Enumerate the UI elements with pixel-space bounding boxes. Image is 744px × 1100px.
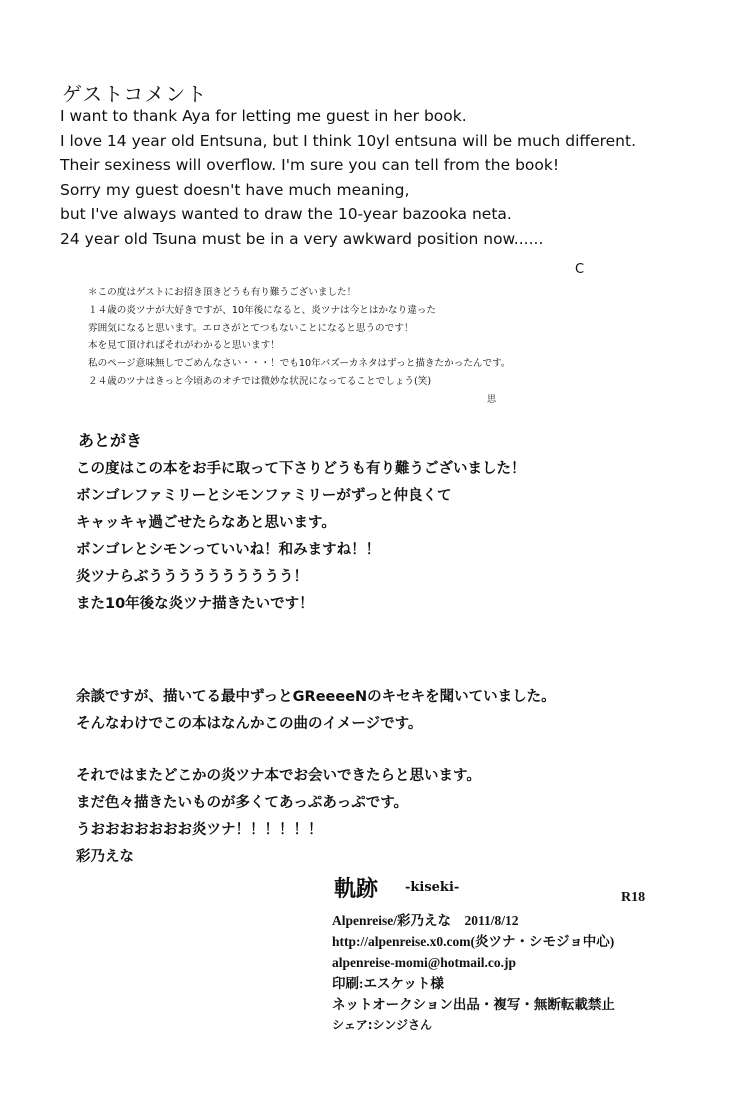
contact-email: alpenreise-momi@hotmail.co.jp (332, 955, 517, 970)
guest-english-line: but I've always wanted to draw the 10-year bazooka neta. (60, 205, 512, 224)
afterword-body (76, 456, 526, 618)
book-title: 軌跡 (334, 876, 379, 902)
guest-comment-heading: ゲストコメント (62, 82, 208, 106)
guest-english-signature: C (575, 262, 585, 277)
guest-english-line: 24 year old Tsuna must be in a very awkward position now...... (60, 229, 544, 248)
aside-line: 余談ですが、描いてる最中ずっとGReeeeNのキセキを聞いていました。 (76, 689, 556, 705)
closing-line: うおおおおおおお炎ツナ！！！！！！ (76, 822, 323, 838)
guest-japanese-line: 本を見て頂ければそれがわかると思います！ (88, 340, 280, 352)
author-signature: 彩乃えな (76, 849, 134, 865)
afterword-line: ボンゴレとシモンっていいね！和みますね！！ (76, 542, 381, 558)
rating-badge: R18 (621, 890, 646, 905)
guest-english-line: Their sexiness will overflow. I'm sure you can tell from the book! (60, 156, 560, 175)
book-subtitle: -kiseki- (405, 880, 460, 895)
afterword-line: また10年後な炎ツナ描きたいです！ (76, 596, 314, 612)
guest-english-comment (60, 104, 636, 252)
closing-line: まだ色々描きたいものが多くてあっぷあっぷです。 (76, 795, 409, 811)
guest-japanese-line: ２４歳のツナはきっと今頃あのオチでは微妙な状況になってることでしょう(笑) (88, 375, 432, 387)
afterword-aside (76, 684, 556, 738)
afterword-line: 炎ツナらぶうううううううううう！ (76, 569, 308, 585)
colophon (332, 910, 615, 1036)
circle-and-date: Alpenreise/彩乃えな 2011/8/12 (332, 913, 519, 928)
afterword-line: この度はこの本をお手に取って下さりどうも有り難うございました！ (76, 461, 526, 477)
guest-english-line: I love 14 year old Entsuna, but I think 10yl entsuna will be much different. (60, 131, 636, 150)
aside-line: そんなわけでこの本はなんかこの曲のイメージです。 (76, 716, 423, 732)
printer-credit: 印刷:エスケット様 (332, 976, 444, 991)
afterword-heading: あとがき (78, 431, 143, 450)
guest-japanese-comment (88, 284, 511, 391)
guest-japanese-line: 私のページ意味無しでごめんなさい・・・！でも10年バズーカネタはずっと描きたかったんです。 (88, 358, 511, 370)
guest-japanese-line: ＊この度はゲストにお招き頂きどうも有り難うございました！ (88, 287, 357, 298)
guest-english-line: Sorry my guest doesn't have much meaning, (60, 180, 410, 199)
guest-japanese-line: １４歳の炎ツナが大好きですが、10年後になると、炎ツナは今とはかなり違った (88, 304, 436, 316)
share-credit: シェア:シンジさん (332, 1018, 432, 1032)
afterword-line: キャッキャ過ごせたらなあと思います。 (76, 515, 336, 531)
website-url: http://alpenreise.x0.com(炎ツナ・シモジョ中心) (332, 934, 615, 949)
afterword-closing (76, 763, 481, 871)
guest-english-line: I want to thank Aya for letting me guest in her book. (60, 107, 467, 125)
guest-japanese-signature: 思 (487, 395, 497, 405)
guest-japanese-line: 雰囲気になると思います。エロさがとてつもないことになると思うのです！ (88, 322, 414, 334)
afterword-line: ボンゴレファミリーとシモンファミリーがずっと仲良くて (76, 488, 452, 504)
closing-line: それではまたどこかの炎ツナ本でお会いできたらと思います。 (76, 768, 481, 784)
copyright-notice: ネットオークション出品・複写・無断転載禁止 (332, 997, 615, 1012)
